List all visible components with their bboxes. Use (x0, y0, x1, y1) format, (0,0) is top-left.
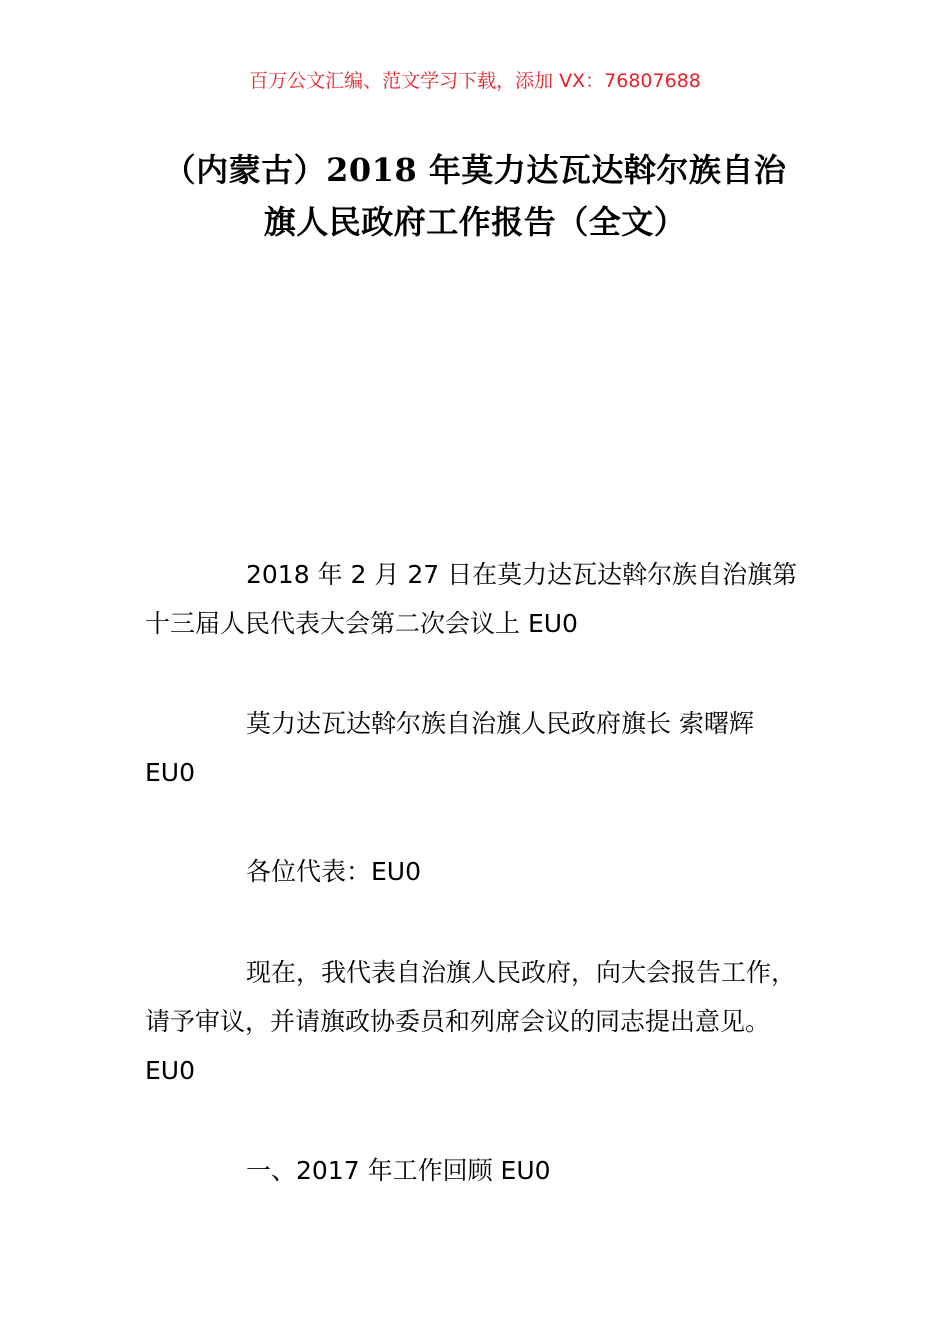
promo-header-note: 百万公文汇编、范文学习下载，添加 VX：76807688 (249, 70, 701, 92)
paragraph-line: 请予审议，并请旗政协委员和列席会议的同志提出意见。 (145, 1007, 771, 1036)
paragraph-line: 各位代表：EU0 (246, 857, 422, 886)
paragraph-line: EU0 (145, 758, 195, 787)
paragraph-line: EU0 (145, 1056, 195, 1085)
document-title-line-1: （内蒙古）2018 年莫力达瓦达斡尔族自治 (163, 151, 787, 189)
paragraph-line: 一、2017 年工作回顾 EU0 (246, 1156, 551, 1185)
paragraph-line: 2018 年 2 月 27 日在莫力达瓦达斡尔族自治旗第 (246, 560, 798, 589)
paragraph-opening (145, 948, 825, 1095)
paragraph-line: 十三届人民代表大会第二次会议上 EU0 (145, 609, 578, 638)
document-title-line-2: 旗人民政府工作报告（全文） (263, 203, 687, 241)
paragraph-speaker (145, 699, 825, 797)
paragraph-meeting-date (145, 550, 825, 648)
paragraph-line: 莫力达瓦达斡尔族自治旗人民政府旗长 索曙辉 (246, 709, 754, 738)
paragraph-salutation (145, 847, 825, 896)
paragraph-line: 现在，我代表自治旗人民政府，向大会报告工作， (246, 958, 797, 987)
section-heading-2017-review (145, 1146, 825, 1195)
